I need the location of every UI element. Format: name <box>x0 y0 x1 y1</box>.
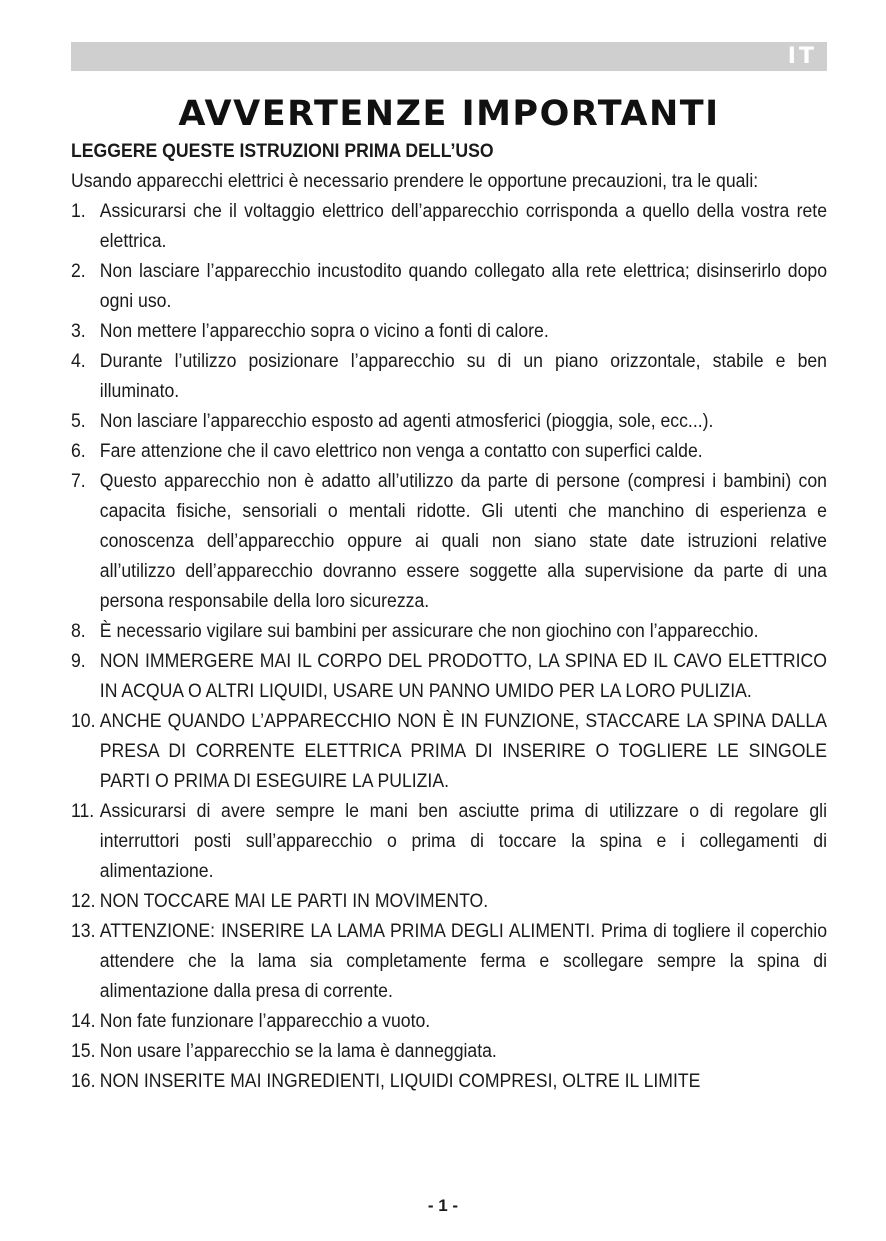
page-number: - 1 - <box>427 1196 459 1215</box>
item-number: 12. <box>71 890 96 912</box>
item-text: Non lasciare l’apparecchio esposto ad agenti atmosferici (pioggia, sole, ecc...). <box>99 410 714 432</box>
item-number: 9. <box>71 650 86 672</box>
item-text: NON INSERITE MAI INGREDIENTI, LIQUIDI COMPRESI, OLTRE IL LIMITE <box>99 1070 701 1092</box>
list-item <box>71 346 827 406</box>
item-number: 13. <box>71 920 96 942</box>
item-number: 7. <box>71 470 86 492</box>
list-item <box>71 1006 827 1036</box>
list-item <box>71 1066 827 1096</box>
item-text: ANCHE QUANDO L’APPARECCHIO NON È IN FUNZIONE, STACCARE LA SPINA DALLA PRESA DI CORRENTE ELETTRICA PRIMA DI INSERIRE O TOGLIERE LE SINGOLE PARTI O PRIMA DI ESEGUIRE LA PULIZIA. <box>99 710 828 792</box>
item-text: Assicurarsi di avere sempre le mani ben asciutte prima di utilizzare o di regolare gli interruttori posti sull’apparecchio o prima di toccare la spina e i collegamenti di alimentazione. <box>99 800 828 882</box>
item-text: Fare attenzione che il cavo elettrico non venga a contatto con superfici calde. <box>99 440 703 462</box>
document-body <box>71 136 827 1096</box>
page-title: AVVERTENZE IMPORTANTI <box>178 94 720 134</box>
item-number: 6. <box>71 440 86 462</box>
item-text: Questo apparecchio non è adatto all’utilizzo da parte di persone (compresi i bambini) con capacita fisiche, sensoriali o mentali ridotte. Gli utenti che manchino di esperienza e conoscenza dell’apparecchio oppure ai quali non siano state date istruzioni relative all’utilizzo dell’apparecchio dovranno essere soggette alla supervisione da parte di una persona responsabile della loro sicurezza. <box>99 470 828 612</box>
item-number: 10. <box>71 710 96 732</box>
language-code: IT <box>787 44 817 69</box>
list-item <box>71 706 827 796</box>
list-item <box>71 256 827 316</box>
item-number: 16. <box>71 1070 96 1092</box>
item-number: 8. <box>71 620 86 642</box>
section-subtitle: LEGGERE QUESTE ISTRUZIONI PRIMA DELL’USO <box>71 140 494 162</box>
item-number: 15. <box>71 1040 96 1062</box>
list-item <box>71 646 827 706</box>
list-item <box>71 316 827 346</box>
item-text: Non fate funzionare l’apparecchio a vuoto. <box>99 1010 431 1032</box>
list-item <box>71 796 827 886</box>
item-text: Non lasciare l’apparecchio incustodito quando collegato alla rete elettrica; disinserirlo dopo ogni uso. <box>99 260 828 312</box>
item-text: Non usare l’apparecchio se la lama è danneggiata. <box>99 1040 497 1062</box>
item-text: È necessario vigilare sui bambini per assicurare che non giochino con l’apparecchio. <box>99 620 759 642</box>
item-number: 1. <box>71 200 86 222</box>
intro-paragraph: Usando apparecchi elettrici è necessario prendere le opportune precauzioni, tra le quali: <box>71 170 759 192</box>
item-text: Non mettere l’apparecchio sopra o vicino a fonti di calore. <box>99 320 549 342</box>
list-item <box>71 466 827 616</box>
item-text: Durante l’utilizzo posizionare l’apparecchio su di un piano orizzontale, stabile e ben illuminato. <box>99 350 828 402</box>
item-text: Assicurarsi che il voltaggio elettrico dell’apparecchio corrisponda a quello della vostra rete elettrica. <box>99 200 828 252</box>
item-text: NON TOCCARE MAI LE PARTI IN MOVIMENTO. <box>99 890 489 912</box>
item-number: 4. <box>71 350 86 372</box>
item-number: 14. <box>71 1010 96 1032</box>
item-text: ATTENZIONE: INSERIRE LA LAMA PRIMA DEGLI ALIMENTI. Prima di togliere il coperchio attendere che la lama sia completamente ferma e scollegare sempre la spina di alimentazione dalla presa di corrente. <box>99 920 828 1002</box>
item-number: 3. <box>71 320 86 342</box>
item-number: 2. <box>71 260 86 282</box>
warnings-list <box>71 196 827 1096</box>
language-header-bar <box>71 42 827 71</box>
item-text: NON IMMERGERE MAI IL CORPO DEL PRODOTTO, LA SPINA ED IL CAVO ELETTRICO IN ACQUA O ALTRI LIQUIDI, USARE UN PANNO UMIDO PER LA LORO PULIZIA. <box>99 650 828 702</box>
list-item <box>71 1036 827 1066</box>
item-number: 5. <box>71 410 86 432</box>
list-item <box>71 436 827 466</box>
list-item <box>71 406 827 436</box>
list-item <box>71 196 827 256</box>
item-number: 11. <box>71 800 95 822</box>
list-item <box>71 616 827 646</box>
list-item <box>71 886 827 916</box>
list-item <box>71 916 827 1006</box>
